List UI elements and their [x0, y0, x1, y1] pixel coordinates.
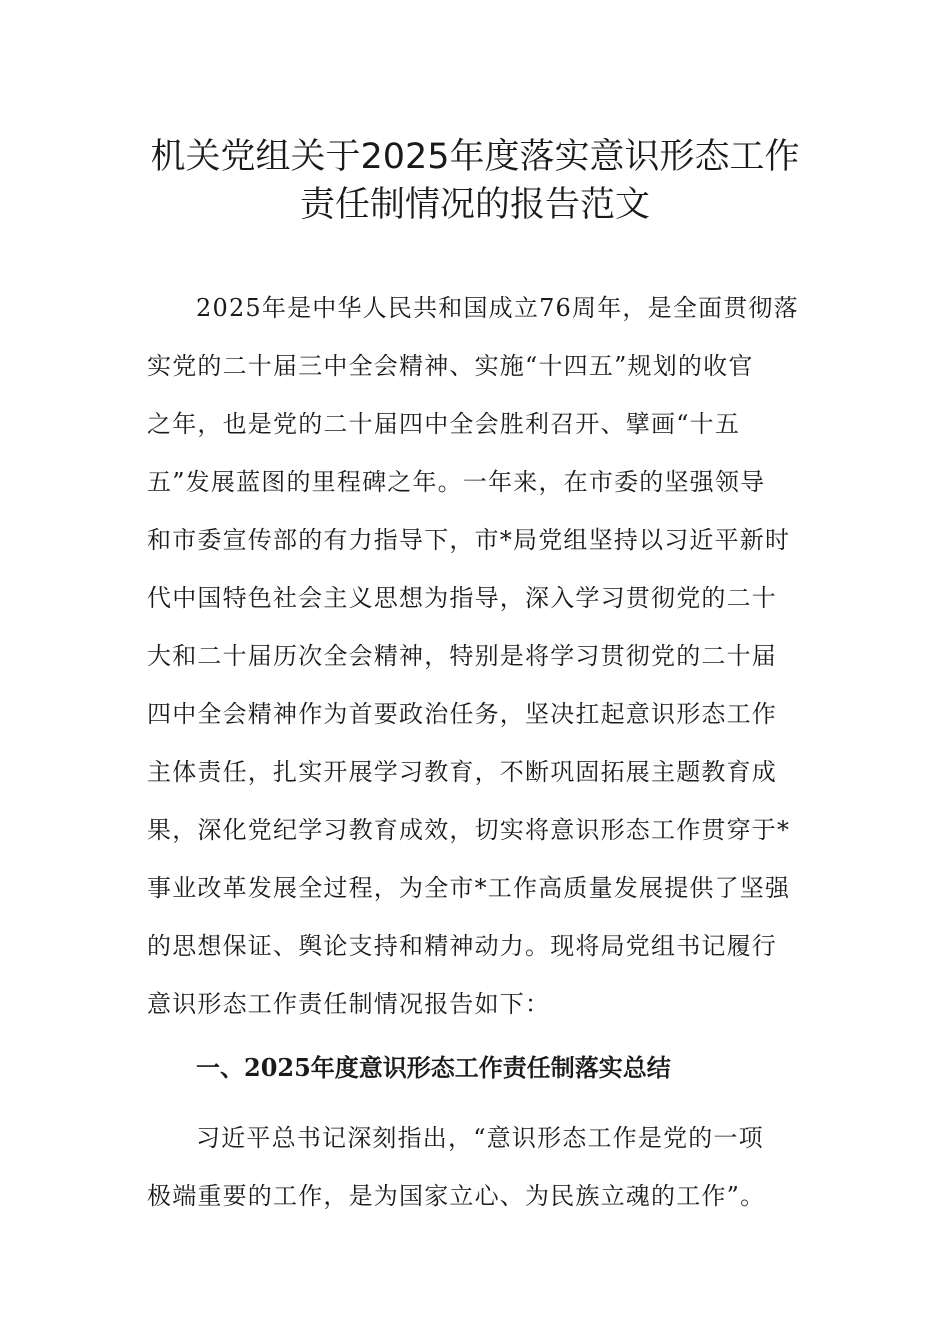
paragraph-1-line-10: 果，深化党纪学习教育成效，切实将意识形态工作贯穿于* [147, 816, 791, 844]
paragraph-1-line-9: 主体责任，扎实开展学习教育，不断巩固拓展主题教育成 [147, 758, 777, 786]
document-title-line-2: 责任制情况的报告范文 [299, 185, 650, 225]
paragraph-2-line-2: 极端重要的工作，是为国家立心、为民族立魂的工作”。 [147, 1182, 766, 1210]
paragraph-1-line-8: 四中全会精神作为首要政治任务，坚决扛起意识形态工作 [147, 700, 777, 728]
section-1-heading: 一、2025年度意识形态工作责任制落实总结 [196, 1053, 671, 1082]
document-title-line-1: 机关党组关于2025年度落实意识形态工作 [150, 137, 800, 177]
paragraph-1-line-11: 事业改革发展全过程，为全市*工作高质量发展提供了坚强 [147, 874, 791, 902]
paragraph-2-line-1: 习近平总书记深刻指出，“意识形态工作是党的一项 [196, 1124, 764, 1152]
paragraph-1-line-13: 意识形态工作责任制情况报告如下： [147, 990, 551, 1018]
paragraph-1-line-4: 五”发展蓝图的里程碑之年。一年来，在市委的坚强领导 [147, 468, 766, 496]
paragraph-1-line-3: 之年，也是党的二十届四中全会胜利召开、擘画“十五 [147, 410, 741, 438]
paragraph-1-line-6: 代中国特色社会主义思想为指导，深入学习贯彻党的二十 [147, 584, 777, 612]
paragraph-1-line-5: 和市委宣传部的有力指导下，市*局党组坚持以习近平新时 [147, 526, 791, 554]
paragraph-1-line-1: 2025年是中华人民共和国成立76周年，是全面贯彻落 [196, 294, 799, 322]
paragraph-1-line-12: 的思想保证、舆论支持和精神动力。现将局党组书记履行 [147, 932, 777, 960]
paragraph-1-line-7: 大和二十届历次全会精神，特别是将学习贯彻党的二十届 [147, 642, 777, 670]
paragraph-1-line-2: 实党的二十届三中全会精神、实施“十四五”规划的收官 [147, 352, 754, 380]
